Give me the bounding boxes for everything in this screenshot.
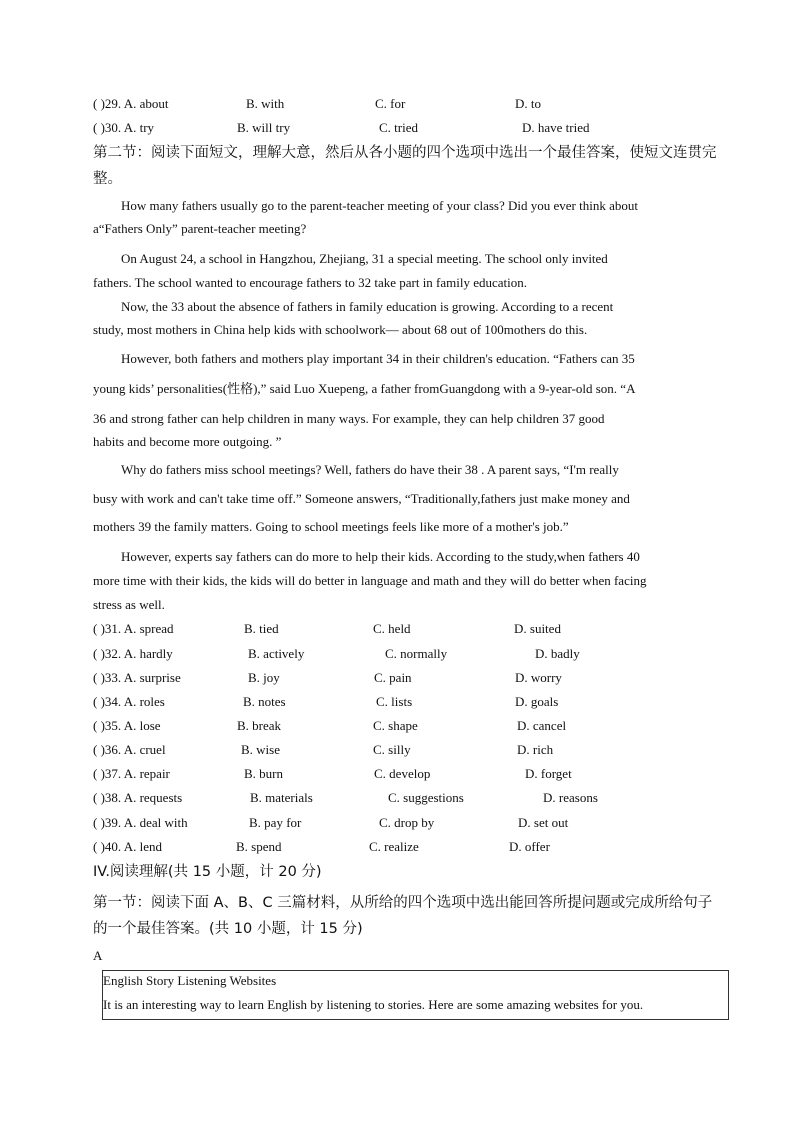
option-a: ( )30. A. try xyxy=(93,120,155,135)
option-a: ( )39. A. deal with xyxy=(93,815,188,830)
question-32 xyxy=(93,646,713,662)
passage-line: fathers. The school wanted to encourage fathers to 32 take part in family education. xyxy=(93,275,528,290)
option-a: ( )32. A. hardly xyxy=(93,646,173,661)
passage-line: mothers 39 the family matters. Going to school meetings feels like more of a mother's job.” xyxy=(93,519,569,534)
passage-line: habits and become more outgoing. ” xyxy=(93,434,282,449)
question-29 xyxy=(93,96,713,112)
option-a: ( )38. A. requests xyxy=(93,790,183,805)
option-d: D. goals xyxy=(515,694,559,709)
part4-instruction: 第一节：阅读下面 A、B、C 三篇材料，从所给的四个选项中选出能回答所提问题或完成所给句子 xyxy=(93,895,713,911)
option-c: C. realize xyxy=(369,839,419,854)
question-38 xyxy=(93,790,713,806)
option-d: D. reasons xyxy=(543,790,598,805)
option-a: ( )34. A. roles xyxy=(93,694,165,709)
option-b: B. with xyxy=(246,96,285,111)
section2-instruction-cont: 整。 xyxy=(93,171,122,187)
passage-line: How many fathers usually go to the parent-teacher meeting of your class? Did you ever think about xyxy=(121,198,638,213)
option-b: B. notes xyxy=(243,694,286,709)
option-c: C. shape xyxy=(373,718,418,733)
option-a: ( )33. A. surprise xyxy=(93,670,181,685)
option-c: C. silly xyxy=(373,742,411,757)
option-c: C. pain xyxy=(374,670,412,685)
part4-instruction-cont: 的一个最佳答案。(共 10 小题，计 15 分) xyxy=(93,921,363,937)
option-d: D. worry xyxy=(515,670,562,685)
passage-a-label: A xyxy=(93,948,103,963)
option-c: C. suggestions xyxy=(388,790,464,805)
option-b: B. break xyxy=(237,718,282,733)
passage-line: 36 and strong father can help children in many ways. For example, they can help children 37 good xyxy=(93,411,605,426)
option-b: B. pay for xyxy=(249,815,302,830)
question-37 xyxy=(93,766,713,782)
section2-instruction: 第二节：阅读下面短文，理解大意，然后从各小题的四个选项中选出一个最佳答案，使短文连贯完 xyxy=(93,145,717,161)
passage-line: busy with work and can't take time off.” Someone answers, “Traditionally,fathers just make money and xyxy=(93,491,630,506)
option-b: B. will try xyxy=(237,120,291,135)
option-b: B. joy xyxy=(248,670,280,685)
option-c: C. lists xyxy=(376,694,413,709)
box-text: It is an interesting way to learn English by listening to stories. Here are some amazing websites for you. xyxy=(103,997,644,1012)
option-c: C. normally xyxy=(385,646,448,661)
option-a: ( )40. A. lend xyxy=(93,839,162,854)
option-c: C. held xyxy=(373,621,411,636)
option-a: ( )36. A. cruel xyxy=(93,742,166,757)
option-d: D. to xyxy=(515,96,541,111)
option-d: D. suited xyxy=(514,621,561,636)
option-b: B. wise xyxy=(241,742,280,757)
question-34 xyxy=(93,694,713,710)
passage-line: Now, the 33 about the absence of fathers in family education is growing. According to a recent xyxy=(121,299,614,314)
passage-line: more time with their kids, the kids will do better in language and math and they will do better when facing xyxy=(93,573,647,588)
option-d: D. have tried xyxy=(522,120,590,135)
passage-line: a“Fathers Only” parent-teacher meeting? xyxy=(93,221,307,236)
option-d: D. rich xyxy=(517,742,554,757)
option-d: D. badly xyxy=(535,646,580,661)
option-d: D. set out xyxy=(518,815,569,830)
option-a: ( )31. A. spread xyxy=(93,621,174,636)
option-d: D. cancel xyxy=(517,718,567,733)
question-31 xyxy=(93,621,713,637)
question-36 xyxy=(93,742,713,758)
question-40 xyxy=(93,839,713,855)
option-d: D. forget xyxy=(525,766,572,781)
option-c: C. for xyxy=(375,96,406,111)
option-a: ( )37. A. repair xyxy=(93,766,170,781)
passage-line: However, both fathers and mothers play important 34 in their children's education. “Fathers can 35 xyxy=(121,351,635,366)
passage-line: On August 24, a school in Hangzhou, Zhejiang, 31 a special meeting. The school only invited xyxy=(121,251,608,266)
option-c: C. develop xyxy=(374,766,431,781)
part4-title: IV.阅读理解(共 15 小题，计 20 分) xyxy=(93,864,322,880)
option-b: B. burn xyxy=(244,766,283,781)
option-a: ( )35. A. lose xyxy=(93,718,161,733)
option-c: C. tried xyxy=(379,120,418,135)
passage-line: However, experts say fathers can do more to help their kids. According to the study,when fathers 40 xyxy=(121,549,640,564)
question-39 xyxy=(93,815,713,831)
option-b: B. actively xyxy=(248,646,305,661)
option-b: B. tied xyxy=(244,621,279,636)
option-c: C. drop by xyxy=(379,815,435,830)
question-30 xyxy=(93,120,713,136)
option-d: D. offer xyxy=(509,839,550,854)
passage-line: study, most mothers in China help kids with schoolwork— about 68 out of 100mothers do this. xyxy=(93,322,588,337)
passage-line: Why do fathers miss school meetings? Well, fathers do have their 38 . A parent says, “I'm really xyxy=(121,462,619,477)
question-33 xyxy=(93,670,713,686)
passage-line: stress as well. xyxy=(93,597,165,612)
question-35 xyxy=(93,718,713,734)
passage-line: young kids’ personalities(性格),” said Luo Xuepeng, a father fromGuangdong with a 9-year-old son. “A xyxy=(93,381,636,396)
option-a: ( )29. A. about xyxy=(93,96,169,111)
option-b: B. materials xyxy=(250,790,313,805)
option-b: B. spend xyxy=(236,839,282,854)
box-title: English Story Listening Websites xyxy=(103,973,277,988)
